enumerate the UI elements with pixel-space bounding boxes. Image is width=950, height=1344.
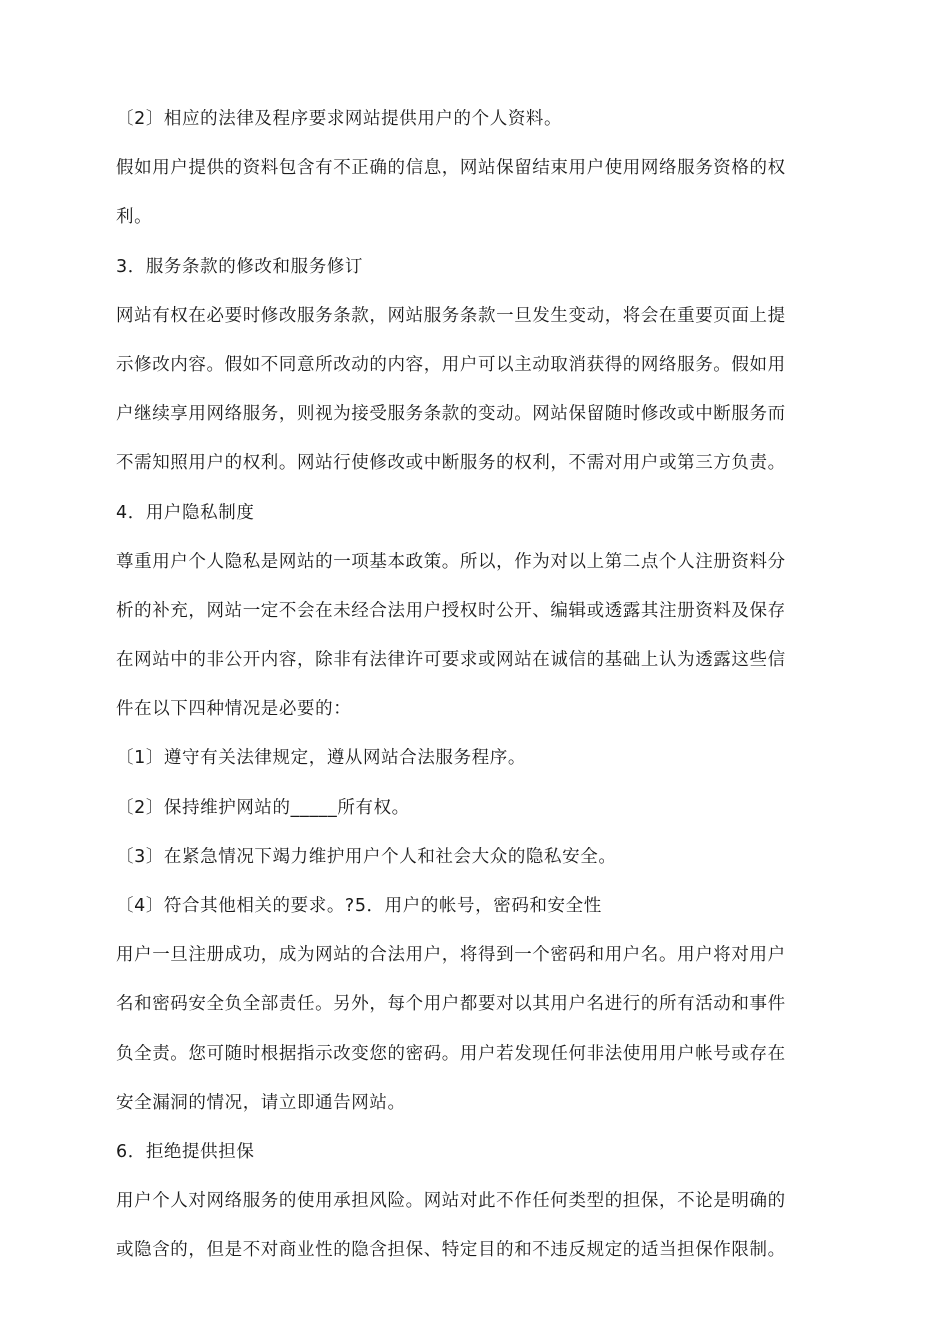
paragraph-line: 件在以下四种情况是必要的：	[116, 699, 352, 720]
list-item: 〔2〕保持维护网站的_____所有权。	[116, 797, 410, 818]
paragraph-line: 名和密码安全负全部责任。另外，每个用户都要对以其用户名进行的所有活动和事件	[116, 994, 786, 1015]
list-item: 〔1〕遵守有关法律规定，遵从网站合法服务程序。	[116, 748, 526, 769]
paragraph-line: 或隐含的，但是不对商业性的隐含担保、特定目的和不违反规定的适当担保作限制。	[116, 1240, 786, 1261]
list-item: 〔2〕相应的法律及程序要求网站提供用户的个人资料。	[116, 109, 563, 129]
document-body	[116, 95, 838, 1276]
paragraph-line: 假如用户提供的资料包含有不正确的信息，网站保留结束用户使用网络服务资格的权	[116, 158, 786, 179]
paragraph-line: 安全漏洞的情况，请立即通告网站。	[116, 1092, 406, 1113]
paragraph-line: 负全责。您可随时根据指示改变您的密码。用户若发现任何非法使用用户帐号或存在	[116, 1043, 786, 1064]
list-item: 〔4〕符合其他相关的要求。?5．用户的帐号，密码和安全性	[116, 896, 602, 916]
paragraph-line: 析的补充，网站一定不会在未经合法用户授权时公开、编辑或透露其注册资料及保存	[116, 600, 786, 621]
paragraph-line: 不需知照用户的权利。网站行使修改或中断服务的权利，不需对用户或第三方负责。	[116, 453, 786, 474]
paragraph-line: 尊重用户个人隐私是网站的一项基本政策。所以，作为对以上第二点个人注册资料分	[116, 551, 786, 572]
paragraph-line: 用户个人对网络服务的使用承担风险。网站对此不作任何类型的担保，不论是明确的	[116, 1191, 786, 1212]
paragraph-line: 网站有权在必要时修改服务条款，网站服务条款一旦发生变动，将会在重要页面上提	[116, 305, 786, 326]
paragraph-line: 用户一旦注册成功，成为网站的合法用户，将得到一个密码和用户名。用户将对用户	[116, 945, 786, 966]
paragraph-line: 户继续享用网络服务，则视为接受服务条款的变动。网站保留随时修改或中断服务而	[116, 404, 786, 425]
section-heading: 3．服务条款的修改和服务修订	[116, 256, 364, 277]
paragraph-line: 在网站中的非公开内容，除非有法律许可要求或网站在诚信的基础上认为透露这些信	[116, 650, 786, 671]
paragraph-line: 示修改内容。假如不同意所改动的内容，用户可以主动取消获得的网络服务。假如用	[116, 354, 786, 375]
paragraph-line: 利。	[116, 207, 153, 228]
list-item: 〔3〕在紧急情况下竭力维护用户个人和社会大众的隐私安全。	[116, 846, 617, 867]
section-heading: 4．用户隐私制度	[116, 502, 255, 523]
section-heading: 6．拒绝提供担保	[116, 1141, 255, 1162]
